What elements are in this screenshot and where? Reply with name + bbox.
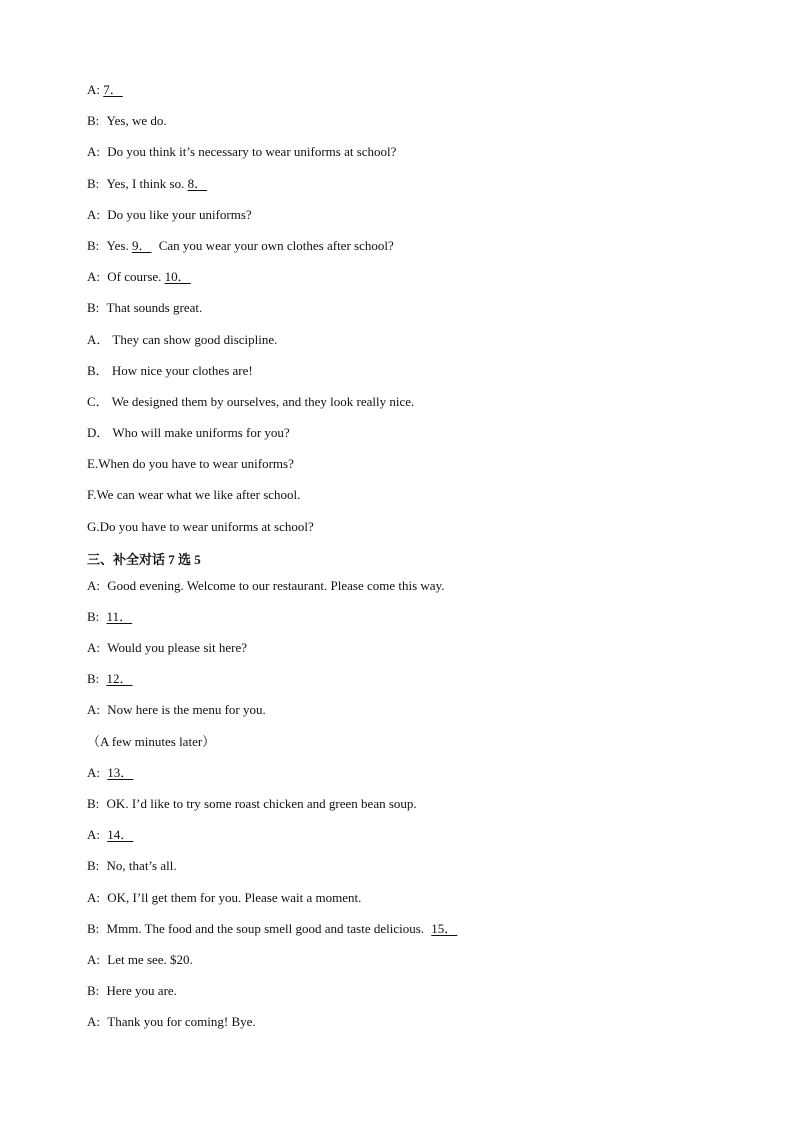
answer-blank[interactable]: 12． bbox=[106, 671, 133, 687]
dialogue-text: Thank you for coming! Bye. bbox=[107, 1014, 256, 1030]
option-item: B． How nice your clothes are! bbox=[87, 362, 253, 378]
dialogue-text: Would you please sit here? bbox=[107, 640, 247, 655]
option-item: F.We can wear what we like after school. bbox=[87, 487, 301, 503]
speaker-label: A: bbox=[87, 206, 100, 222]
speaker-label: A: bbox=[87, 82, 100, 97]
speaker-label: A: bbox=[87, 764, 100, 780]
dialogue-line bbox=[87, 857, 727, 874]
answer-blank[interactable]: 14． bbox=[107, 827, 134, 843]
dialogue-line bbox=[87, 951, 727, 968]
speaker-label: A: bbox=[87, 827, 100, 843]
dialogue-line bbox=[87, 639, 727, 656]
dialogue-text: Mmm. The food and the soup smell good and taste delicious. bbox=[106, 920, 425, 936]
answer-blank[interactable]: 10． bbox=[164, 269, 191, 285]
dialogue-line bbox=[87, 237, 727, 254]
speaker-label: B: bbox=[87, 671, 100, 687]
dialogue-text: OK. I’d like to try some roast chicken and green bean soup. bbox=[106, 795, 417, 811]
dialogue-text: Do you think it’s necessary to wear uniforms at school? bbox=[107, 144, 397, 160]
speaker-label: A: bbox=[87, 144, 100, 160]
dialogue-text: Yes, I think so. bbox=[106, 175, 185, 191]
speaker-label: A: bbox=[87, 269, 100, 285]
speaker-label: B: bbox=[87, 608, 100, 624]
speaker-label: A: bbox=[87, 640, 100, 655]
dialogue-line bbox=[87, 701, 727, 718]
dialogue-text: Yes, we do. bbox=[106, 113, 167, 129]
speaker-label: B: bbox=[87, 237, 100, 253]
option-item: G.Do you have to wear uniforms at school? bbox=[87, 518, 314, 534]
answer-blank[interactable]: 11． bbox=[106, 608, 133, 624]
dialogue-text: （A few minutes later） bbox=[87, 733, 216, 749]
speaker-label: B: bbox=[87, 113, 100, 129]
answer-blank[interactable]: 9． bbox=[131, 237, 152, 253]
dialogue-text: Yes. bbox=[106, 237, 129, 253]
dialogue-text: No, that’s all. bbox=[106, 858, 177, 874]
dialogue-line bbox=[87, 670, 727, 687]
speaker-label: A: bbox=[87, 702, 100, 718]
dialogue-line bbox=[87, 982, 727, 999]
dialogue-text: Of course. bbox=[107, 269, 162, 285]
answer-blank[interactable]: 7． bbox=[103, 82, 123, 97]
dialogue-section-2 bbox=[87, 81, 727, 316]
option-list bbox=[87, 331, 727, 535]
option-item: A． They can show good discipline. bbox=[87, 331, 278, 347]
dialogue-line bbox=[87, 143, 727, 160]
dialogue-text: Here you are. bbox=[106, 983, 177, 999]
document-page bbox=[87, 81, 727, 1044]
option-item: C． We designed them by ourselves, and they look really nice. bbox=[87, 393, 415, 409]
answer-blank[interactable]: 13． bbox=[107, 764, 134, 780]
dialogue-line bbox=[87, 1013, 727, 1030]
dialogue-text: Do you like your uniforms? bbox=[107, 206, 252, 222]
dialogue-line bbox=[87, 81, 727, 98]
speaker-label: B: bbox=[87, 795, 100, 811]
dialogue-line bbox=[87, 175, 727, 192]
dialogue-line bbox=[87, 206, 727, 223]
speaker-label: B: bbox=[87, 858, 100, 874]
speaker-label: B: bbox=[87, 300, 100, 316]
stage-direction bbox=[87, 733, 727, 750]
dialogue-line bbox=[87, 608, 727, 625]
speaker-label: B: bbox=[87, 175, 100, 191]
dialogue-text: OK, I’ll get them for you. Please wait a moment. bbox=[107, 889, 362, 905]
dialogue-text: Now here is the menu for you. bbox=[107, 702, 266, 718]
answer-blank[interactable]: 15． bbox=[431, 920, 458, 936]
dialogue-line bbox=[87, 299, 727, 316]
dialogue-line bbox=[87, 764, 727, 781]
speaker-label: B: bbox=[87, 920, 100, 936]
dialogue-line bbox=[87, 795, 727, 812]
dialogue-text: Can you wear your own clothes after school? bbox=[158, 237, 394, 253]
speaker-label: B: bbox=[87, 983, 100, 999]
dialogue-section-3 bbox=[87, 577, 727, 1031]
dialogue-line bbox=[87, 920, 727, 937]
dialogue-line bbox=[87, 826, 727, 843]
option-item: E.When do you have to wear uniforms? bbox=[87, 456, 294, 472]
speaker-label: A: bbox=[87, 889, 100, 905]
speaker-label: A: bbox=[87, 1014, 100, 1030]
dialogue-line bbox=[87, 889, 727, 906]
dialogue-text: Good evening. Welcome to our restaurant. Please come this way. bbox=[107, 577, 445, 593]
speaker-label: A: bbox=[87, 951, 100, 967]
answer-blank[interactable]: 8． bbox=[187, 175, 208, 191]
option-item: D． Who will make uniforms for you? bbox=[87, 425, 290, 441]
speaker-label: A: bbox=[87, 577, 100, 593]
dialogue-line bbox=[87, 268, 727, 285]
dialogue-text: That sounds great. bbox=[106, 300, 203, 316]
dialogue-text: Let me see. $20. bbox=[107, 951, 193, 967]
dialogue-line bbox=[87, 577, 727, 594]
dialogue-line bbox=[87, 112, 727, 129]
section-heading: 三、补全对话 7 选 5 bbox=[87, 551, 201, 567]
